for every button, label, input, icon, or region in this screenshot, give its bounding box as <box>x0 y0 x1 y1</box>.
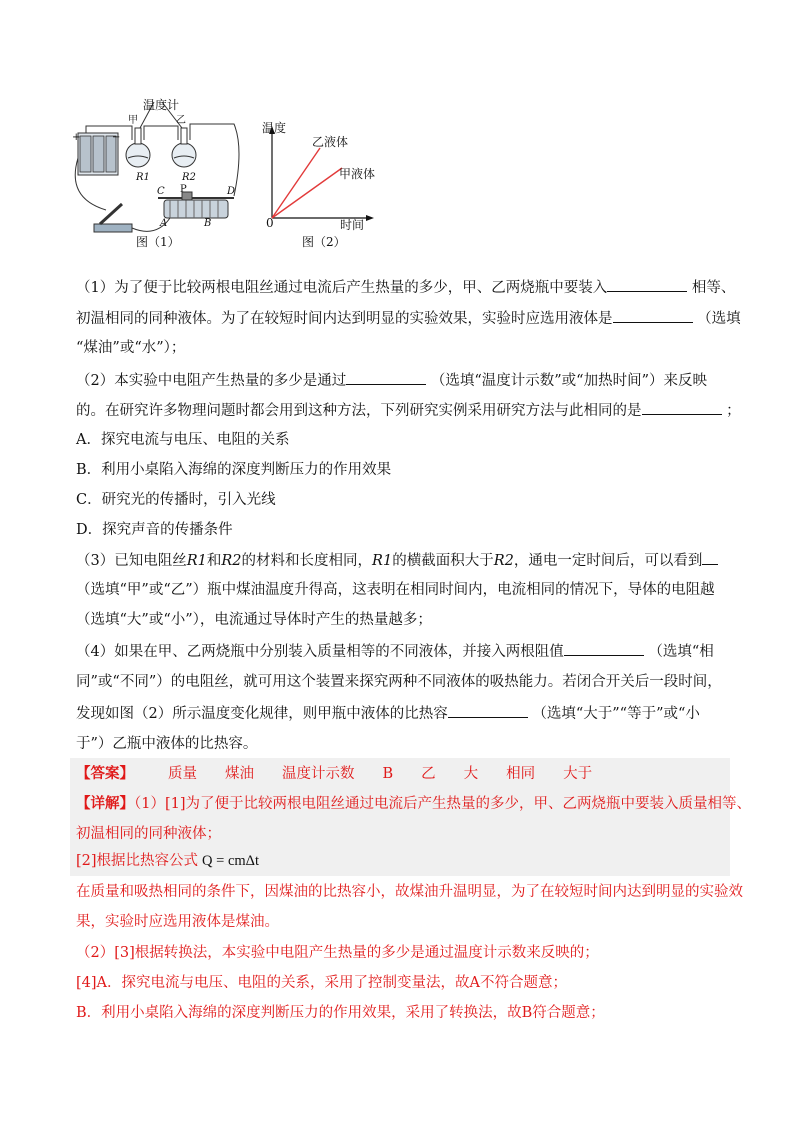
q4-line1: （4）如果在甲、乙两烧瓶中分别装入质量相等的不同液体，并接入两根阻值 （选填“相 <box>76 641 714 662</box>
detail-line3: [2]根据比热容公式 Q = cmΔt <box>76 853 260 869</box>
option-b: B．利用小桌陷入海绵的深度判断压力的作用效果 <box>76 462 392 478</box>
option-d: D．探究声音的传播条件 <box>76 522 233 538</box>
minus-label: − <box>112 132 121 143</box>
answer-blank[interactable] <box>607 277 687 292</box>
graph-series-jia: 甲液体 <box>339 167 376 181</box>
r1-label: R1 <box>136 172 150 183</box>
q1-line1: （1）为了便于比较两根电阻丝通过电流后产生热量的多少，甲、乙两烧瓶中要装入 相等、 <box>76 277 735 298</box>
detail-line8: B．利用小桌陷入海绵的深度判断压力的作用效果，采用了转换法，故B符合题意； <box>76 1005 605 1021</box>
q3-line3: （选填“大”或“小”），电流通过导体时产生的热量越多； <box>76 612 432 628</box>
jia-liquid-line <box>272 168 342 218</box>
rheostat-icon <box>158 192 234 218</box>
option-c: C．研究光的传播时，引入光线 <box>76 492 276 508</box>
answer-blank[interactable] <box>642 400 722 415</box>
figure1-caption: 图（1） <box>136 235 180 249</box>
r2-label: R2 <box>182 172 196 183</box>
detail-line2: 初温相同的同种液体； <box>76 826 221 842</box>
q1-line3: “煤油”或“水”）； <box>76 340 186 356</box>
figure2-caption: 图（2） <box>302 235 346 249</box>
d-label: D <box>227 186 236 197</box>
yi-label: 乙 <box>176 115 186 126</box>
answer-blank[interactable] <box>702 550 718 565</box>
detail-line7: [4]A．探究电流与电压、电阻的关系，采用了控制变量法，故A不符合题意； <box>76 975 567 991</box>
q2-line1: （2）本实验中电阻产生热量的多少是通过 （选填“温度计示数”或“加热时间”）来反映 <box>76 370 707 391</box>
a-label: A <box>160 218 168 229</box>
q2-line2: 的。在研究许多物理问题时都会用到这种方法，下列研究实例采用研究方法与此相同的是 ； <box>76 400 741 421</box>
yi-liquid-line <box>272 148 320 218</box>
q4-line3: 发现如图（2）所示温度变化规律，则甲瓶中液体的比热容 （选填“大于”“等于”或“小 <box>76 703 700 724</box>
detail-line4: 在质量和吸热相同的条件下，因煤油的比热容小，故煤油升温明显，为了在较短时间内达到明显的实验效 <box>76 884 743 900</box>
flask-icon <box>126 128 150 167</box>
answer-line: 【答案】 质量 煤油 温度计示数 B 乙 大 相同 大于 <box>76 765 593 782</box>
q1-line2: 初温相同的同种液体。为了在较短时间内达到明显的实验效果，实验时应选用液体是 （选填 <box>76 308 741 329</box>
thermometer-label: 温度计 <box>143 98 180 112</box>
q4-line4: 于”）乙瓶中液体的比热容。 <box>76 736 258 752</box>
graph-xlabel: 时间 <box>340 218 365 232</box>
graph-series-yi: 乙液体 <box>312 135 349 149</box>
c-label: C <box>157 186 165 197</box>
graph-ylabel: 温度 <box>262 121 287 135</box>
flask-icon <box>172 128 196 167</box>
option-a: A．探究电流与电压、电阻的关系 <box>76 432 290 448</box>
jia-label: 甲 <box>128 115 138 126</box>
plus-label: + <box>72 132 81 143</box>
q4-line2: 同”或“不同”）的电阻丝，就可用这个装置来探究两种不同液体的吸热能力。若闭合开关后一段时间， <box>76 674 722 690</box>
graph-origin: 0 <box>266 216 274 230</box>
detail-line1: 【详解】（1）[1]为了便于比较两根电阻丝通过电流后产生热量的多少，甲、乙两烧瓶中要装入质量相等、 <box>76 795 752 812</box>
answer-blank[interactable] <box>448 703 528 718</box>
answer-blank[interactable] <box>346 370 426 385</box>
p-label: P <box>180 184 187 195</box>
answer-blank[interactable] <box>564 641 644 656</box>
q3-line2: （选填“甲”或“乙”）瓶中煤油温度升得高，这表明在相同时间内，电流相同的情况下，导体的电阻越 <box>76 582 715 598</box>
answer-blank[interactable] <box>613 308 693 323</box>
detail-line6: （2）[3]根据转换法，本实验中电阻产生热量的多少是通过温度计示数来反映的； <box>76 945 599 961</box>
b-label: B <box>204 218 212 229</box>
q3-line1: （3）已知电阻丝R1和R2的材料和长度相同，R1的横截面积大于R2，通电一定时间后，可以看到 <box>76 550 718 571</box>
detail-line5: 果，实验时应选用液体是煤油。 <box>76 914 279 930</box>
